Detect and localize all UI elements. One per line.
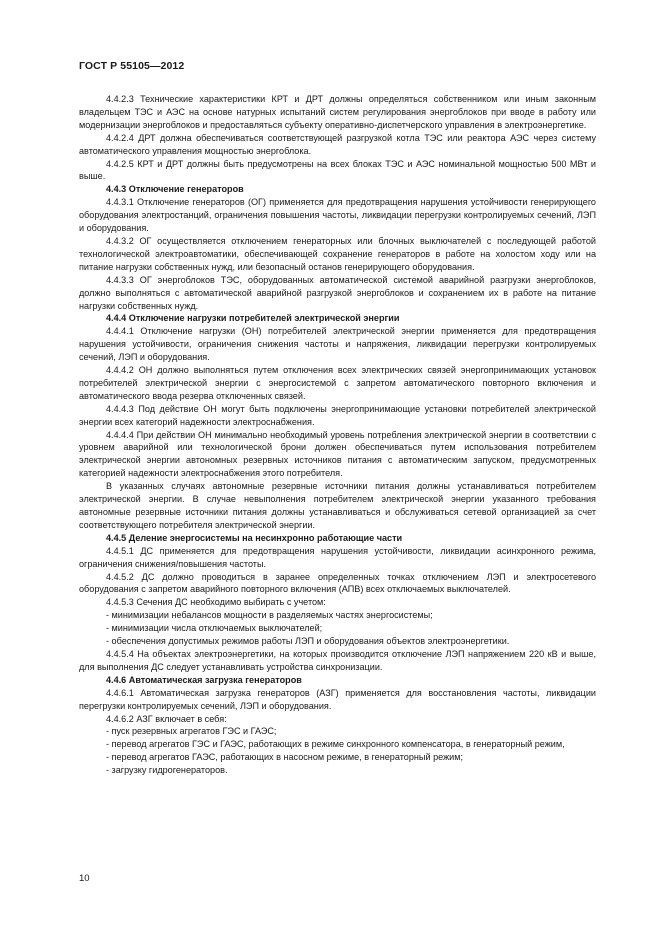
paragraph: 4.4.4.2 ОН должно выполняться путем отключения всех электрических связей энергопринимающих установок потребителей электрической энергии с энергосистемой с запретом автоматического повторного включения и автоматического ввода резерва отключенных связей. [79,365,596,401]
paragraph: 4.4.6.2 АЗГ включает в себя: [106,713,227,724]
section-heading: 4.4.3 Отключение генераторов [106,184,244,195]
list-item: - пуск резервных агрегатов ГЭС и ГАЭС; [106,726,277,737]
paragraph: В указанных случаях автономные резервные источники питания должны устанавливаться потребителем электрической энергии. В случае невыполнения потребителем электрической энергии указанного требования автономные резервные источники питания должны устанавливаться и обслуживаться сетевой организацией за счет соответствующего потребителя электрической энергии. [79,481,596,530]
paragraph: 4.4.5.1 ДС применяется для предотвращения нарушения устойчивости, ликвидации асинхронного режима, ограничения снижения/повышения частоты. [79,545,596,569]
paragraph: 4.4.6.1 Автоматическая загрузка генераторов (АЗГ) применяется для восстановления частоты, ликвидации перегрузки контролируемых сечений, ЛЭП и оборудования. [79,687,596,711]
paragraph: 4.4.2.3 Технические характеристики КРТ и ДРТ должны определяться собственником или иным законным владельцем ТЭС и АЭС на основе натурных испытаний систем регулирования энергоблоков при вводе в работу или модернизации энергоблоков и предоставляться субъекту оперативно-диспетчерского управления в электроэнергетике. [79,94,596,130]
section-heading: 4.4.4 Отключение нагрузки потребителей электрической энергии [106,313,400,324]
list-item: - обеспечения допустимых режимов работы ЛЭП и оборудования объектов электроэнергетики. [106,636,510,647]
paragraph: 4.4.5.2 ДС должно проводиться в заранее определенных точках отключением ЛЭП и электросетевого оборудования с запретом аварийного повторного включения (АПВ) всех отключаемых выключателей. [79,571,596,595]
paragraph: 4.4.5.4 На объектах электроэнергетики, на которых производится отключение ЛЭП напряжением 220 кВ и выше, для выполнения ДС следует устанавливать устройства синхронизации. [79,648,596,672]
paragraph: 4.4.4.1 Отключение нагрузки (ОН) потребителей электрической энергии применяется для предотвращения нарушения устойчивости, ограничения снижения частоты и напряжения, ликвидации перегрузки контролируемых сечений, ЛЭП и оборудования. [79,326,596,363]
document-header: ГОСТ Р 55105—2012 [79,60,185,72]
section-heading: 4.4.5 Деление энергосистемы на несинхронно работающие части [106,532,403,543]
section-heading: 4.4.6 Автоматическая загрузка генераторов [106,674,302,685]
paragraph: 4.4.3.3 ОГ энергоблоков ТЭС, оборудованных автоматической системой аварийной разгрузки энергоблоков, должно выполняться с автоматической аварийной разгрузкой энергоблоков и сохранением их в работе на питание нагрузки собственных нужд. [79,274,596,311]
paragraph: 4.4.2.4 ДРТ должна обеспечиваться соответствующей разгрузкой котла ТЭС или реактора АЭС через систему автоматического управления мощностью энергоблока. [79,132,596,156]
paragraph: 4.4.5.3 Сечения ДС необходимо выбирать с учетом: [106,597,326,608]
paragraph: 4.4.3.2 ОГ осуществляется отключением генераторных или блочных выключателей с последующей работой технологической электроавтоматики, обеспечивающей сохранение генераторов в работе на холостом ходу или на питание нагрузки собственных нужд, или безопасный останов генерирующего оборудования. [79,235,596,272]
list-item: - перевод агрегатов ГЭС и ГАЭС, работающих в режиме синхронного компенсатора, в генераторный режим, [106,739,565,750]
list-item: - минимизации числа отключаемых выключателей; [106,623,323,634]
list-item: - загрузку гидрогенераторов. [106,765,228,776]
paragraph: 4.4.3.1 Отключение генераторов (ОГ) применяется для предотвращения нарушения устойчивости генерирующего оборудования электростанций, ограничения повышения частоты, ликвидации перегрузки контролируемых сечений, ЛЭП и оборудования. [79,197,596,234]
list-item: - перевод агрегатов ГАЭС, работающих в насосном режиме, в генераторный режим; [106,752,464,763]
paragraph: 4.4.4.4 При действии ОН минимально необходимый уровень потребления электрической энергии в соответствии с уровнем аварийной или технологической брони должен обеспечиваться путем использования потребителем электрической энергии автономных резервных источников питания с автоматическим запуском, предусмотренных категорией надежности электроснабжения этого потребителя. [79,429,596,479]
list-item: - минимизации небалансов мощности в разделяемых частях энергосистемы; [106,610,433,621]
paragraph: 4.4.4.3 Под действие ОН могут быть подключены энергопринимающие установки потребителей электрической энергии всех категорий надежности электроснабжения. [79,403,596,427]
page-body [79,93,596,777]
page-number: 10 [79,873,90,884]
paragraph: 4.4.2.5 КРТ и ДРТ должны быть предусмотрены на всех блоках ТЭС и АЭС номинальной мощностью 500 МВт и выше. [79,158,596,182]
